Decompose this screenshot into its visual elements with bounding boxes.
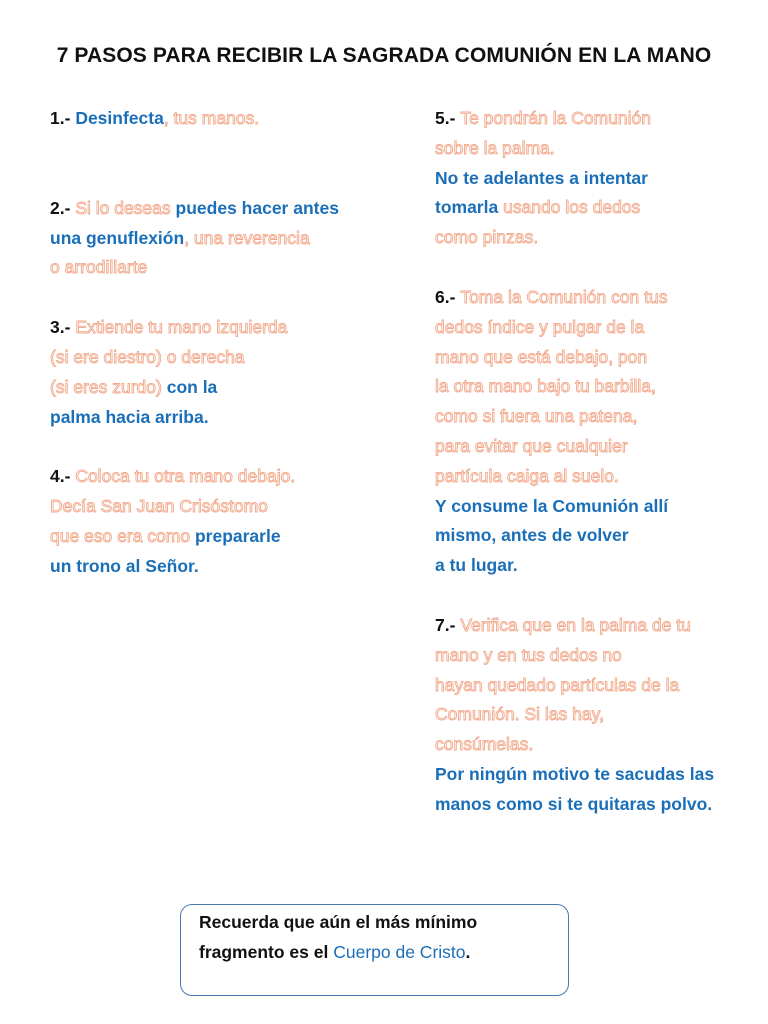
step-2: [50, 194, 420, 283]
step-text: mano que está debajo, pon: [435, 346, 648, 367]
step-highlight: a tu lugar.: [435, 555, 518, 576]
right-column: [435, 104, 765, 820]
step-number: 2.-: [50, 197, 71, 218]
step-text: (si eres zurdo): [50, 376, 162, 397]
step-number: 4.-: [50, 466, 71, 487]
step-text: Toma la Comunión con tus: [460, 286, 668, 307]
step-text: Coloca tu otra mano debajo.: [75, 466, 296, 487]
step-highlight: manos como si te quitaras polvo.: [435, 793, 713, 814]
step-text: Decía San Juan Crisóstomo: [50, 496, 268, 517]
step-text: que eso era como: [50, 525, 191, 546]
step-text: como si fuera una patena,: [435, 406, 638, 427]
reminder-box: [180, 904, 569, 996]
step-highlight: prepararle: [194, 525, 281, 546]
step-5: [435, 104, 765, 253]
step-text: Te pondrán la Comunión: [460, 108, 651, 128]
step-text: o arrodillarte: [50, 257, 148, 278]
step-text: (si ere diestro) o derecha: [50, 346, 245, 367]
step-text: usando los dedos: [503, 197, 641, 218]
step-text: dedos índice y pulgar de la: [435, 316, 645, 337]
step-text: , tus manos.: [163, 108, 260, 128]
reminder-line-2: fragmento es el Cuerpo de Cristo.: [199, 942, 471, 962]
page-title: 7 PASOS PARA RECIBIR LA SAGRADA COMUNIÓN EN LA MANO: [56, 44, 712, 67]
step-highlight: puedes hacer antes: [175, 197, 339, 218]
step-number: 6.-: [435, 286, 456, 307]
step-text: , una reverencia: [184, 227, 310, 248]
step-1: [50, 104, 420, 134]
step-4: [50, 462, 420, 581]
step-highlight: con la: [166, 376, 218, 397]
step-text: hayan quedado partículas de la: [435, 674, 680, 695]
step-highlight: mismo, antes de volver: [435, 525, 629, 546]
step-text: partícula caiga al suelo.: [435, 465, 619, 486]
step-highlight: No te adelantes a intentar: [435, 167, 648, 188]
step-text: para evitar que cualquier: [435, 435, 628, 456]
step-7: [435, 611, 765, 820]
reminder-highlight: Cuerpo de Cristo: [333, 942, 466, 962]
step-3: [50, 313, 420, 432]
step-text: mano y en tus dedos no: [435, 644, 622, 665]
step-text: consúmelas.: [435, 734, 534, 755]
step-text: Verifica que en la palma de tu: [460, 614, 691, 635]
step-highlight: un trono al Señor.: [50, 555, 199, 576]
step-highlight: una genuflexión: [50, 227, 185, 248]
step-text: sobre la palma.: [435, 137, 555, 158]
step-number: 3.-: [50, 317, 71, 338]
step-text: Comunión. Si las hay,: [435, 704, 604, 725]
step-number: 5.-: [435, 108, 456, 128]
reminder-line-1: Recuerda que aún el más mínimo: [199, 912, 478, 932]
step-6: [435, 283, 765, 581]
left-column: [50, 104, 420, 582]
step-highlight: tomarla: [435, 197, 499, 218]
step-text: como pinzas.: [435, 227, 539, 248]
step-highlight: Por ningún motivo te sacudas las: [435, 763, 715, 784]
step-highlight: Desinfecta: [75, 108, 164, 128]
step-highlight: Y consume la Comunión allí: [435, 495, 669, 516]
step-highlight: palma hacia arriba.: [50, 406, 209, 427]
step-number: 1.-: [50, 108, 71, 128]
step-text: Extiende tu mano izquierda: [75, 317, 288, 338]
step-text: Si lo deseas: [75, 197, 171, 218]
step-text: la otra mano bajo tu barbilla,: [435, 376, 656, 397]
step-number: 7.-: [435, 614, 456, 635]
